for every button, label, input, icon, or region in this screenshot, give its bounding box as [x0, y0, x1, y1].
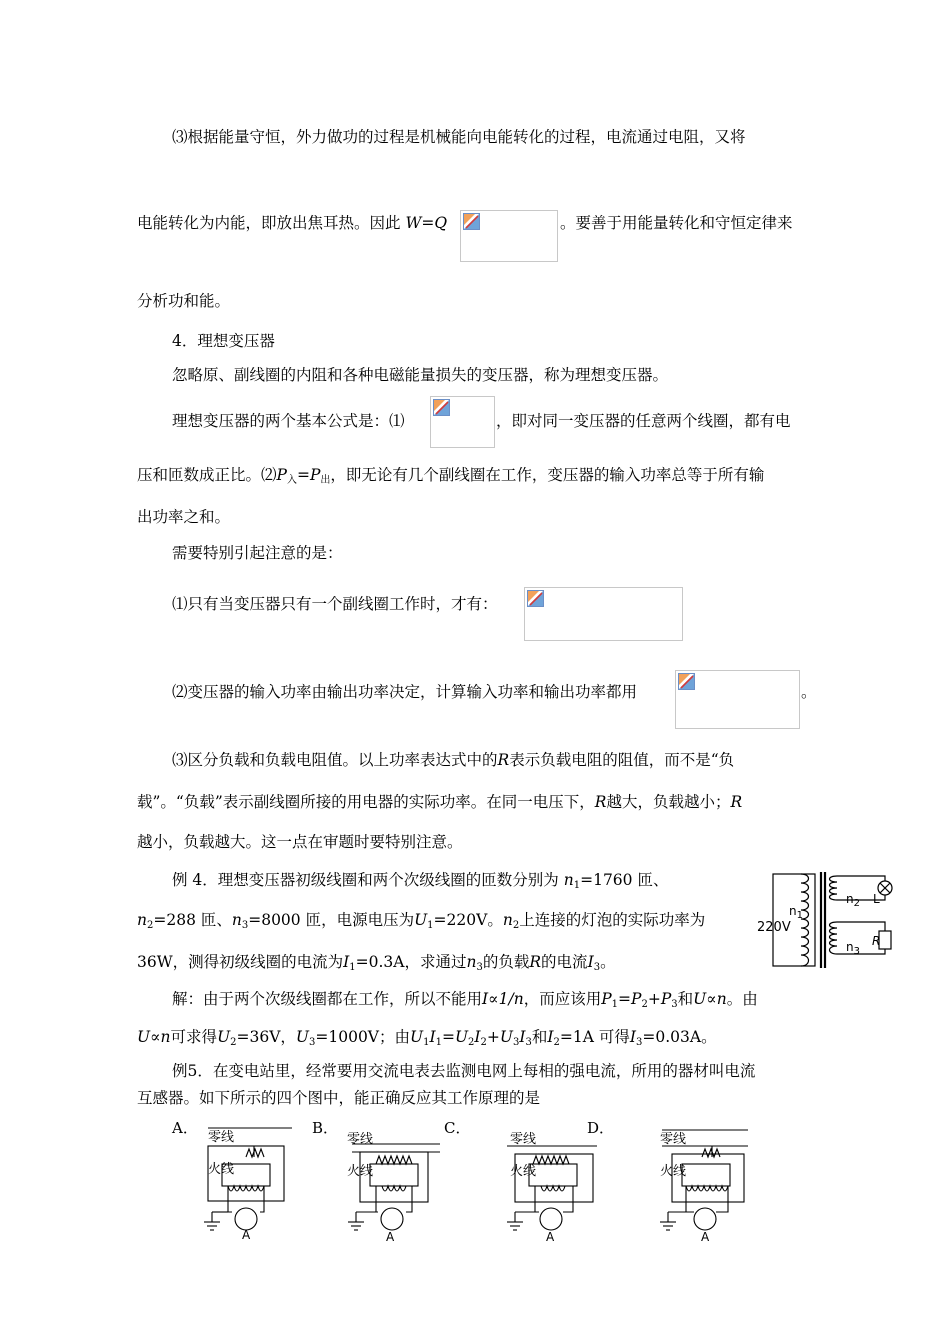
section-4-formula-line-2: 压和匝数成正比。$⑵P_入=P_出$，即无论有几个副线圈在工作，变压器的输入功率总等于所有输	[137, 466, 765, 486]
fig-n1-label: $n_1$	[789, 904, 803, 921]
broken-image-icon	[433, 399, 450, 416]
option-d-meter: A	[701, 1230, 710, 1244]
section-4-title: 4．理想变压器	[172, 332, 275, 350]
solution-line-2: U∝n可求得$U_2=36V$，$U_3=1000V$；由$U_1I_1=U_2I_2+U_3I_3$和$I_2=1A$ 可得$I_3=0.03A$。	[137, 1028, 717, 1048]
note-2: ⑵变压器的输入功率由输出功率决定，计算输入功率和输出功率都用	[172, 683, 638, 701]
example-5-line-2: 互感器。如下所示的四个图中，能正确反应其工作原理的是	[137, 1089, 541, 1107]
para-3-line-2: 电能转化为内能，即放出焦耳热。因此 W=Q	[137, 214, 448, 232]
section-4-note-title: 需要特别引起注意的是：	[172, 544, 343, 562]
option-b-meter: A	[386, 1230, 395, 1244]
broken-image-icon	[527, 590, 544, 607]
para-3-line-3: 分析功和能。	[137, 292, 231, 310]
option-b-zero-line: 零线	[347, 1132, 374, 1147]
option-b-label: B．	[312, 1119, 339, 1137]
fig-n3-label: $n_3$	[846, 940, 860, 957]
option-c-zero-line: 零线	[510, 1132, 537, 1147]
fig-lamp-label: L	[873, 892, 880, 906]
para-3-line-2-end: 。要善于用能量转化和守恒定律来	[560, 214, 793, 232]
note-3-line-3: 越小，负载越大。这一点在审题时要特别注意。	[137, 833, 463, 851]
option-c-label: C．	[444, 1119, 471, 1137]
solution-line-1: 解：由于两个次级线圈都在工作，所以不能用I∝1/n，而应该用$P_1=P_2+P_3$和U∝n。由	[172, 990, 758, 1010]
broken-image-icon	[678, 673, 695, 690]
fig-resistor-label: R	[872, 934, 881, 948]
note-3-line-2: 载”。“负载”表示副线圈所接的用电器的实际功率。在同一电压下，R越大，负载越小；R	[137, 793, 743, 811]
example-4-line-1: 例 4．理想变压器初级线圈和两个次级线圈的匝数分别为 $n_1=1760$ 匝、	[172, 871, 669, 891]
fig-n2-label: $n_2$	[846, 892, 860, 909]
formula-image-ratio	[430, 396, 495, 448]
formula-image-wq	[460, 210, 558, 262]
example-4-line-3: 36W，测得初级线圈的电流为$I_1=0.3A$，求通过$n_3$的负载R的电流$I_3$。	[137, 953, 616, 973]
example-4-line-2: $n_2=288$ 匝、$n_3=8000$ 匝，电源电压为$U_1=220V$。$n_2$上连接的灯泡的实际功率为	[137, 911, 706, 931]
section-4-formula-line-3: 出功率之和。	[137, 508, 231, 526]
fig-voltage-label: 220V	[757, 920, 791, 935]
transformer-diagram	[765, 866, 900, 971]
formula-image-note-2	[675, 670, 800, 729]
note-3-line-1: ⑶区分负载和负载电阻值。以上功率表达式中的R表示负载电阻的阻值，而不是“负	[172, 751, 735, 769]
option-c-meter: A	[546, 1230, 555, 1244]
para-3-line-1: ⑶根据能量守恒，外力做功的过程是机械能向电能转化的过程，电流通过电阻，又将	[172, 128, 746, 146]
section-4-formula-line-end: ，即对同一变压器的任意两个线圈，都有电	[496, 412, 791, 430]
option-a-zero-line: 零线	[208, 1130, 235, 1145]
option-d-zero-line: 零线	[660, 1132, 687, 1147]
section-4-intro: 忽略原、副线圈的内阻和各种电磁能量损失的变压器，称为理想变压器。	[172, 366, 669, 384]
option-a-fire-line: 火线	[208, 1162, 235, 1177]
broken-image-icon	[463, 213, 480, 230]
example-5-line-1: 例5．在变电站里，经常要用交流电表去监测电网上每相的强电流，所用的器材叫电流	[172, 1062, 756, 1080]
option-a-meter: A	[242, 1228, 251, 1242]
option-b-fire-line: 火线	[347, 1164, 374, 1179]
option-d-fire-line: 火线	[660, 1164, 687, 1179]
option-d-label: D．	[587, 1119, 615, 1137]
note-2-end: 。	[801, 683, 817, 701]
option-a-label: A．	[172, 1119, 198, 1137]
formula-image-note-1	[524, 587, 683, 641]
section-4-formula-line: 理想变压器的两个基本公式是：⑴	[172, 412, 405, 430]
note-1: ⑴只有当变压器只有一个副线圈工作时，才有：	[172, 595, 498, 613]
option-c-fire-line: 火线	[510, 1164, 537, 1179]
